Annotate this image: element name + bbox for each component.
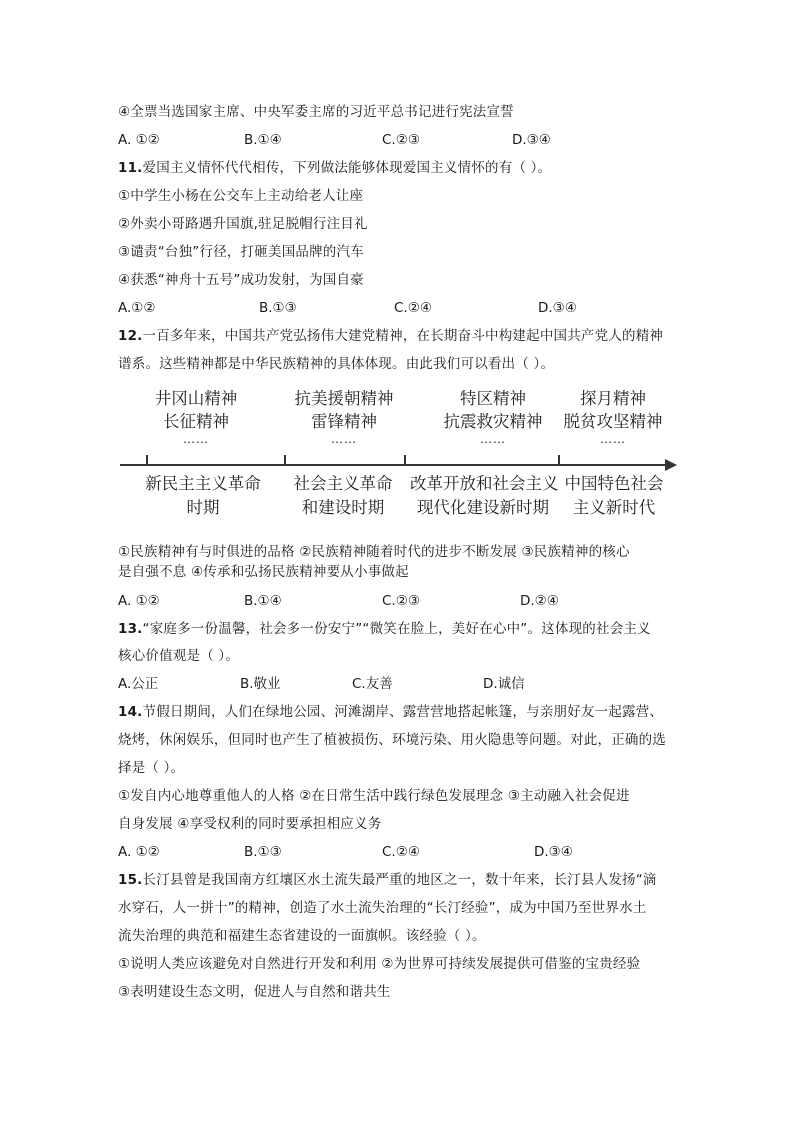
timeline-top-label: 特区精神 — [460, 389, 526, 408]
timeline-top-label: 脱贫攻坚精神 — [563, 412, 663, 431]
timeline-period-label: 和建设时期 — [301, 498, 385, 517]
q11-item-4: ④获悉“神舟十五号”成功发射，为国自豪 — [118, 272, 364, 288]
timeline-ellipsis: …… — [331, 432, 357, 446]
q15-items-line-1: ①说明人类应该避免对自然进行开发和利用 ②为世界可持续发展提供可借鉴的宝贵经验 — [118, 956, 641, 972]
q11-option-d: D.③④ — [538, 300, 577, 316]
q12-option-b: B.①④ — [244, 593, 282, 609]
q13-option-a: A.公正 — [118, 676, 159, 692]
timeline-arrow-icon — [665, 459, 677, 471]
q10-option-c: C.②③ — [382, 132, 420, 148]
q15-stem-text-1: 长汀县曾是我国南方红壤区水土流失最严重的地区之一，数十年来，长汀县人发扬“滴 — [142, 872, 657, 888]
timeline-period-label: 社会主义革命 — [293, 474, 393, 493]
q11-option-a: A.①② — [118, 300, 156, 316]
q14-option-a: A. ①② — [118, 844, 160, 860]
q15-items-line-2: ③表明建设生态文明，促进人与自然和谐共生 — [118, 984, 391, 1000]
timeline-axis — [120, 464, 668, 466]
q15-stem-line-3: 流失治理的典范和福建生态省建设的一面旗帜。该经验（ ）。 — [118, 928, 486, 944]
q11-options — [118, 299, 718, 317]
timeline-period-label: 改革开放和社会主义 — [410, 474, 559, 493]
q12-option-a: A. ①② — [118, 593, 160, 609]
timeline-ellipsis: …… — [183, 432, 209, 446]
q15-stem-line-1 — [118, 871, 657, 889]
timeline-top-label: 抗震救灾精神 — [443, 412, 543, 431]
timeline-top-label: 探月精神 — [580, 389, 646, 408]
q14-items-line-1: ①发自内心地尊重他人的人格 ②在日常生活中践行绿色发展理念 ③主动融入社会促进 — [118, 788, 630, 804]
q14-stem-line-3: 择是（ ）。 — [118, 760, 185, 776]
timeline-period-4 — [558, 472, 670, 520]
timeline-top-group-3 — [418, 387, 568, 445]
timeline-period-2 — [278, 472, 408, 520]
q12-stem-text-1: 一百多年来，中国共产党弘扬伟大建党精神，在长期奋斗中构建起中国共产党人的精神 — [142, 328, 664, 344]
q11-number: 11. — [118, 160, 143, 176]
q11-stem — [118, 159, 551, 177]
timeline-period-label: 中国特色社会 — [564, 474, 664, 493]
q15-stem-line-2: 水穿石，人一拼十”的精神，创造了水土流失治理的“长汀经验”，成为中国乃至世界水土 — [118, 900, 647, 916]
timeline-top-label: 井冈山精神 — [154, 389, 238, 408]
q13-number: 13. — [118, 621, 143, 637]
q12-stem-line-2: 谱系。这些精神都是中华民族精神的具体体现。由此我们可以看出（ ）。 — [118, 356, 555, 372]
q10-option-d: D.③④ — [512, 132, 551, 148]
timeline-top-group-1 — [136, 387, 256, 445]
timeline-tick — [284, 455, 286, 465]
q14-stem-line-1 — [118, 703, 663, 721]
timeline-period-label: 新民主主义革命 — [145, 474, 261, 493]
q11-option-b: B.①③ — [259, 300, 297, 316]
q12-stem-line-1 — [118, 327, 663, 345]
q14-options — [118, 843, 718, 861]
q14-option-b: B.①③ — [244, 844, 282, 860]
timeline-top-label: 长征精神 — [163, 412, 229, 431]
q12-option-c: C.②③ — [382, 593, 420, 609]
timeline-period-1 — [134, 472, 272, 520]
timeline-tick — [558, 455, 560, 465]
timeline-tick — [146, 455, 148, 465]
timeline-tick — [404, 455, 406, 465]
timeline-top-group-4 — [558, 387, 668, 445]
q14-number: 14. — [118, 704, 143, 720]
q11-item-3: ③谴责“台独”行径，打砸美国品牌的汽车 — [118, 244, 364, 260]
timeline-top-group-2 — [268, 387, 420, 445]
q11-item-2: ②外卖小哥路遇升国旗,驻足脱帽行注目礼 — [118, 216, 368, 232]
q13-stem-text-1: “家庭多一份温馨，社会多一份安宁”“微笑在脸上，美好在心中”。这体现的社会主义 — [142, 621, 651, 637]
timeline-top-label: 抗美援朝精神 — [294, 389, 394, 408]
timeline-period-3 — [410, 472, 559, 520]
q13-option-b: B.敬业 — [240, 676, 281, 692]
q12-options — [118, 592, 718, 610]
q10-options — [118, 131, 718, 149]
timeline-period-label: 现代化建设新时期 — [417, 498, 549, 517]
q10-option-b: B.①④ — [244, 132, 282, 148]
q14-option-d: D.③④ — [534, 844, 573, 860]
q10-item-4: ④全票当选国家主席、中央军委主席的习近平总书记进行宪法宣誓 — [118, 104, 514, 120]
q11-stem-text: 爱国主义情怀代代相传，下列做法能够体现爱国主义情怀的有（ ）。 — [142, 160, 552, 176]
timeline-ellipsis: …… — [600, 432, 626, 446]
q13-option-c: C.友善 — [352, 676, 393, 692]
q14-items-line-2: 自身发展 ④享受权利的同时要承担相应义务 — [118, 816, 382, 832]
q11-option-c: C.②④ — [394, 300, 432, 316]
q12-option-d: D.②④ — [520, 593, 559, 609]
q12-number: 12. — [118, 328, 143, 344]
timeline-top-label: 雷锋精神 — [311, 412, 377, 431]
q12-items-line-1: ①民族精神有与时俱进的品格 ②民族精神随着时代的进步不断发展 ③民族精神的核心 — [118, 544, 630, 560]
q12-items-line-2: 是自强不息 ④传承和弘扬民族精神要从小事做起 — [118, 564, 409, 580]
timeline-period-label: 时期 — [186, 498, 220, 517]
q11-item-1: ①中学生小杨在公交车上主动给老人让座 — [118, 188, 364, 204]
timeline-ellipsis: …… — [480, 432, 506, 446]
q13-option-d: D.诚信 — [483, 676, 525, 692]
q13-stem-line-2: 核心价值观是（ ）。 — [118, 648, 240, 664]
q14-stem-line-2: 烧烤，休闲娱乐，但同时也产生了植被损伤、环境污染、用火隐患等问题。对此，正确的选 — [118, 732, 666, 748]
q14-option-c: C.②④ — [382, 844, 420, 860]
q13-stem-line-1 — [118, 620, 651, 638]
spirit-timeline-figure — [118, 383, 678, 523]
q13-options — [118, 675, 718, 693]
q15-number: 15. — [118, 872, 143, 888]
q10-option-a: A. ①② — [118, 132, 160, 148]
timeline-period-label: 主义新时代 — [572, 498, 656, 517]
q14-stem-text-1: 节假日期间，人们在绿地公园、河滩湖岸、露营营地搭起帐篷，与亲朋好友一起露营、 — [142, 704, 664, 720]
